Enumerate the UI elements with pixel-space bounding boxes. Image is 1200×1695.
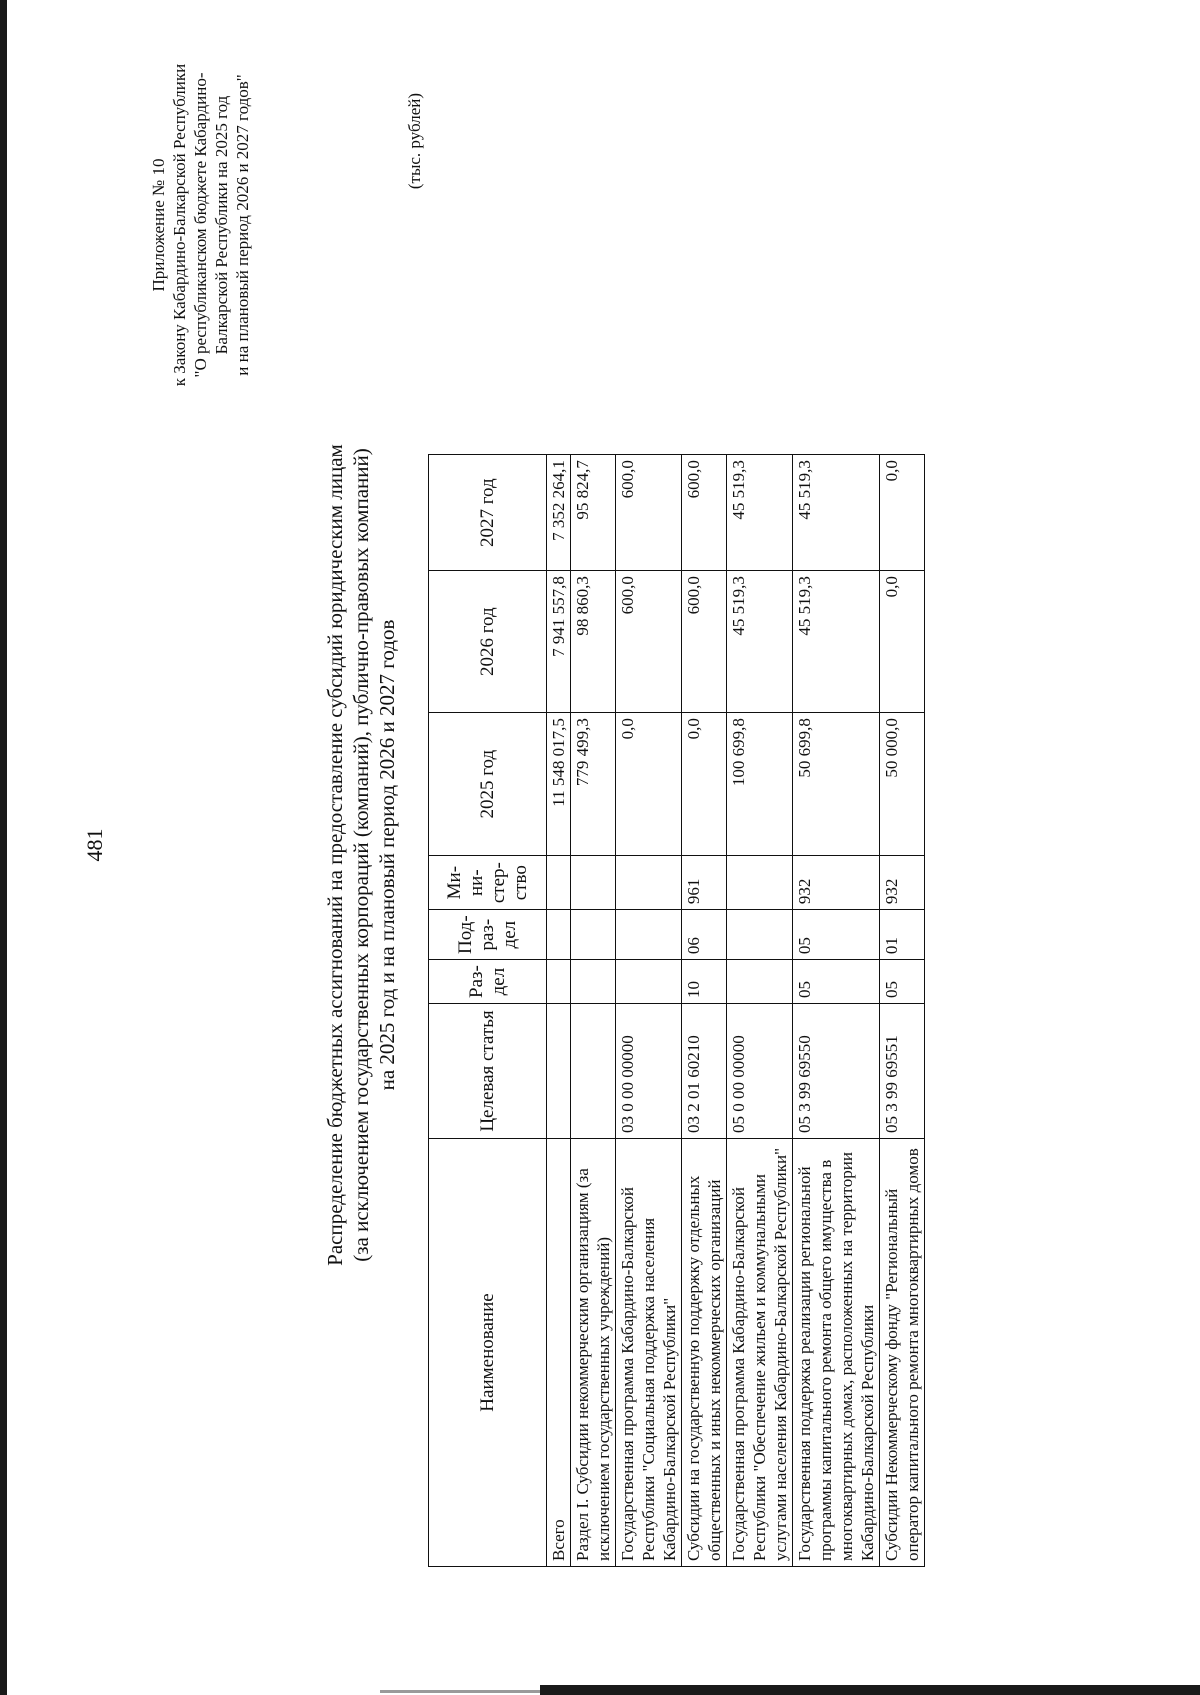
cell-section: 10 xyxy=(682,960,727,1004)
cell-2027: 95 824,7 xyxy=(571,455,616,571)
table-header-row xyxy=(429,455,547,1567)
cell-target xyxy=(547,1004,571,1139)
cell-subsection: 01 xyxy=(880,910,925,960)
cell-section xyxy=(727,960,793,1004)
header-2027: 2027 год xyxy=(429,455,547,571)
header-2025: 2025 год xyxy=(429,713,547,856)
cell-section xyxy=(547,960,571,1004)
cell-ministry: 961 xyxy=(682,856,727,910)
header-name: Наименование xyxy=(429,1139,547,1567)
cell-name: Государственная программа Кабардино-Балкарской Республики "Социальная поддержка населения Кабардино-Балкарской Республики" xyxy=(616,1139,682,1567)
cell-section: 05 xyxy=(880,960,925,1004)
cell-2027: 600,0 xyxy=(616,455,682,571)
header-target: Целевая статья xyxy=(429,1004,547,1139)
cell-target: 03 2 01 60210 xyxy=(682,1004,727,1139)
cell-ministry: 932 xyxy=(793,856,880,910)
cell-ministry xyxy=(571,856,616,910)
cell-2026: 600,0 xyxy=(682,571,727,713)
appendix-line: "О республиканском бюджете Кабардино- xyxy=(191,72,210,378)
cell-2027: 45 519,3 xyxy=(793,455,880,571)
cell-target: 05 3 99 69551 xyxy=(880,1004,925,1139)
header-subsection: Под-раз-дел xyxy=(429,910,547,960)
appendix-block xyxy=(148,15,253,435)
cell-name: Субсидии Некоммерческому фонду "Региональный оператор капитального ремонта многоквартирных домов xyxy=(880,1139,925,1567)
budget-table xyxy=(428,454,925,1567)
cell-2027: 0,0 xyxy=(880,455,925,571)
cell-2026: 45 519,3 xyxy=(793,571,880,713)
cell-2025: 0,0 xyxy=(682,713,727,856)
cell-subsection: 05 xyxy=(793,910,880,960)
cell-subsection xyxy=(727,910,793,960)
cell-2026: 600,0 xyxy=(616,571,682,713)
cell-2026: 0,0 xyxy=(880,571,925,713)
cell-name: Субсидии на государственную поддержку отдельных общественных и иных некоммерческих организаций xyxy=(682,1139,727,1567)
cell-subsection xyxy=(571,910,616,960)
cell-2026: 45 519,3 xyxy=(727,571,793,713)
cell-2027: 600,0 xyxy=(682,455,727,571)
cell-section xyxy=(571,960,616,1004)
title-line: Распределение бюджетных ассигнований на предоставление субсидий юридическим лицам xyxy=(323,444,347,1266)
cell-name: Государственная программа Кабардино-Балкарской Республики "Обеспечение жильем и коммунальными услугами населения Кабардино-Балкарской Республики" xyxy=(727,1139,793,1567)
cell-name: Раздел I. Субсидии некоммерческим организациям (за исключением государственных учреждений) xyxy=(571,1139,616,1567)
table-row xyxy=(727,455,793,1567)
cell-2026: 7 941 557,8 xyxy=(547,571,571,713)
cell-2025: 100 699,8 xyxy=(727,713,793,856)
document-title xyxy=(322,355,400,1355)
cell-ministry xyxy=(616,856,682,910)
cell-2025: 50 000,0 xyxy=(880,713,925,856)
cell-target: 05 3 99 69550 xyxy=(793,1004,880,1139)
cell-subsection: 06 xyxy=(682,910,727,960)
cell-ministry: 932 xyxy=(880,856,925,910)
title-line: на 2025 год и на плановый период 2026 и 2027 годов xyxy=(375,619,399,1091)
cell-ministry xyxy=(727,856,793,910)
table-row xyxy=(547,455,571,1567)
table-row xyxy=(880,455,925,1567)
cell-subsection xyxy=(547,910,571,960)
cell-section: 05 xyxy=(793,960,880,1004)
cell-2025: 11 548 017,5 xyxy=(547,713,571,856)
appendix-line: к Закону Кабардино-Балкарской Республики xyxy=(170,63,189,387)
appendix-line: Балкарской Республики на 2025 год xyxy=(212,95,231,355)
cell-2027: 45 519,3 xyxy=(727,455,793,571)
table-row xyxy=(571,455,616,1567)
page-number: 481 xyxy=(82,828,107,862)
cell-target: 03 0 00 00000 xyxy=(616,1004,682,1139)
cell-2027: 7 352 264,1 xyxy=(547,455,571,571)
cell-subsection xyxy=(616,910,682,960)
cell-2025: 779 499,3 xyxy=(571,713,616,856)
appendix-line: Приложение № 10 xyxy=(149,158,168,292)
header-ministry: Ми-ни-стер-ство xyxy=(429,856,547,910)
cell-target: 05 0 00 00000 xyxy=(727,1004,793,1139)
cell-ministry xyxy=(547,856,571,910)
table-row xyxy=(616,455,682,1567)
cell-2026: 98 860,3 xyxy=(571,571,616,713)
units-label: (тыс. рублей) xyxy=(405,93,424,190)
table-row xyxy=(793,455,880,1567)
header-section: Раз-дел xyxy=(429,960,547,1004)
cell-section xyxy=(616,960,682,1004)
header-2026: 2026 год xyxy=(429,571,547,713)
table-row xyxy=(682,455,727,1567)
title-line: (за исключением государственных корпораций (компаний), публично-правовых компаний) xyxy=(349,448,373,1262)
cell-2025: 0,0 xyxy=(616,713,682,856)
appendix-line: и на плановый период 2026 и 2027 годов" xyxy=(233,74,252,376)
cell-2025: 50 699,8 xyxy=(793,713,880,856)
cell-name: Всего xyxy=(547,1139,571,1567)
cell-target xyxy=(571,1004,616,1139)
cell-name: Государственная поддержка реализации региональной программы капитального ремонта общего имущества в многоквартирных домах, расположенных на территории Кабардино-Балкарской Республики xyxy=(793,1139,880,1567)
